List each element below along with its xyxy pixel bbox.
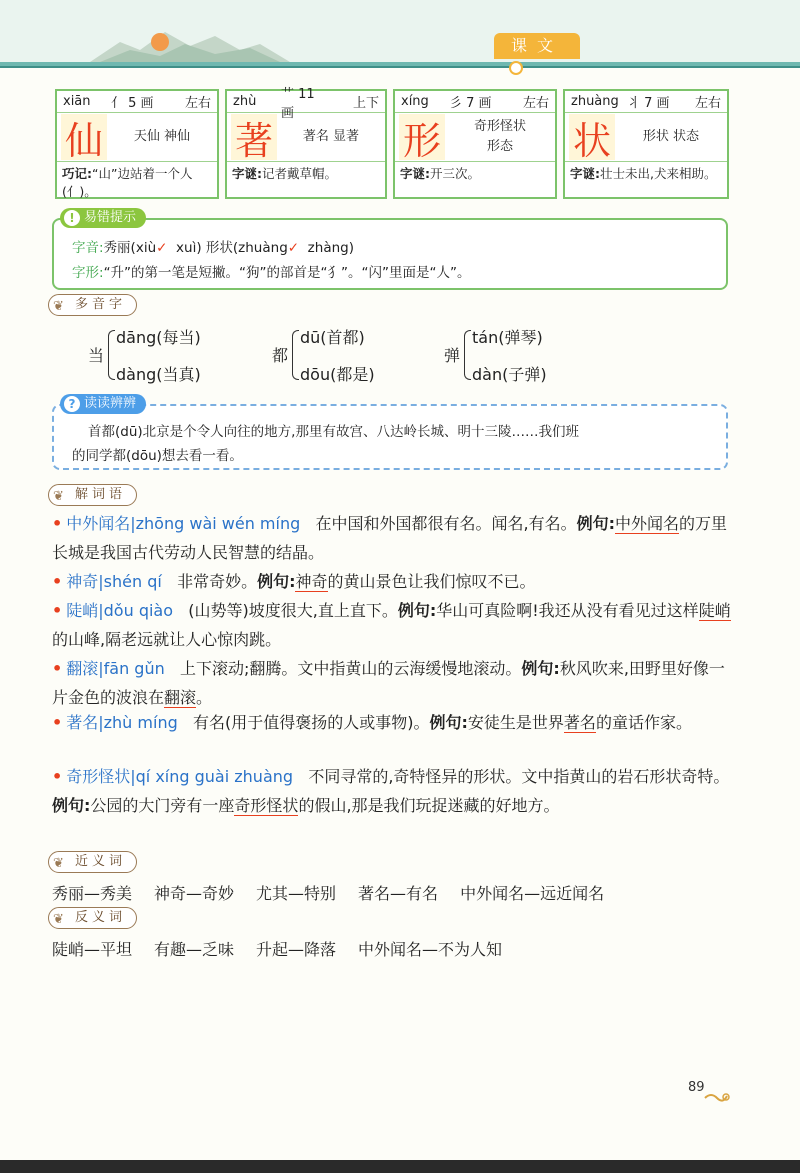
sound-label: 字音: xyxy=(72,240,104,256)
example-text: 的万里长城是我国古代劳动人民智慧的结晶。 xyxy=(52,514,728,562)
read-title: 读读辨辨 xyxy=(84,396,137,411)
lesson-tab: 课文 xyxy=(494,33,580,59)
poly-char: 弹 xyxy=(444,346,461,365)
example-text: 的童话作家。 xyxy=(595,713,692,732)
sound-text-1: 秀丽(xiù xyxy=(103,240,157,256)
section-title: 多音字 xyxy=(75,297,127,312)
example-label: 例句: xyxy=(52,796,91,815)
example-underline: 中外闻名 xyxy=(615,514,680,533)
scan-edge xyxy=(0,1160,800,1173)
read-line-1: 首都(dū)北京是个令人向往的地方,那里有故宫、八达岭长城、明十三陵……我们班 xyxy=(88,424,579,440)
vocab-term: 中外闻名 xyxy=(66,514,131,533)
question-icon: ? xyxy=(64,396,80,412)
poly-reading: dū(首都) xyxy=(300,328,365,347)
card-pinyin: xiān xyxy=(63,94,91,109)
section-label-polyphonic xyxy=(48,294,137,316)
card-radical: 彡 7 画 xyxy=(449,96,492,111)
example-text: 公园的大门旁有一座 xyxy=(90,796,235,815)
char-card-zhuang xyxy=(563,89,729,199)
example-text: 秋风吹来,田野里好像一片金色的波浪在 xyxy=(52,659,725,707)
card-tip-text: “山”边站着一个人(亻)。 xyxy=(62,166,193,199)
swirl-icon: ❦ xyxy=(53,912,64,927)
example-text: 的黄山景色让我们惊叹不已。 xyxy=(327,572,536,591)
card-pinyin: xíng xyxy=(401,94,429,109)
poly-reading: dāng(每当) xyxy=(116,328,201,347)
poly-reading: dōu(都是) xyxy=(300,365,375,384)
vocab-pinyin: fān gǔn xyxy=(103,659,165,678)
example-underline: 神奇 xyxy=(295,572,328,591)
vocab-item: • 中外闻名|zhōng wài wén míng 在中国和外国都很有名。闻名,有名。例句:中外闻名的万里长城是我国古代劳动人民智慧的结晶。 xyxy=(52,514,728,562)
vocab-pinyin: zhù míng xyxy=(103,713,178,732)
card-tip-label: 巧记: xyxy=(62,166,92,181)
card-words: 奇形怪状 形态 xyxy=(473,119,526,154)
poly-char: 当 xyxy=(88,346,105,365)
card-character: 状 xyxy=(569,114,615,160)
example-label: 例句: xyxy=(521,659,560,678)
poly-reading: dàn(子弹) xyxy=(472,365,547,384)
card-character: 著 xyxy=(231,114,277,160)
section-label-antonyms xyxy=(48,907,137,929)
page-number: 89 xyxy=(688,1080,705,1095)
sound-text-3: zhàng) xyxy=(307,240,354,256)
exclamation-icon: ! xyxy=(64,210,80,226)
example-text: 的假山,那是我们玩捉迷藏的好地方。 xyxy=(298,796,560,815)
vocab-def: 非常奇妙。 xyxy=(177,572,258,591)
card-radical: 亻 5 画 xyxy=(111,96,154,111)
card-radical: 丬 7 画 xyxy=(627,96,670,111)
card-pinyin: zhù xyxy=(233,94,257,109)
brace-icon xyxy=(108,330,115,380)
vocab-def: 在中国和外国都很有名。闻名,有名。 xyxy=(315,514,577,533)
vocab-item: • 神奇|shén qí 非常奇妙。例句:神奇的黄山景色让我们惊叹不已。 xyxy=(52,572,536,591)
brace-icon xyxy=(464,330,471,380)
tab-marker-icon xyxy=(509,61,523,75)
synonym-pair: 神奇—奇妙 xyxy=(154,884,235,903)
check-icon: ✓ xyxy=(287,240,300,256)
synonym-pair: 尤其—特别 xyxy=(256,884,337,903)
antonym-pair: 中外闻名—不为人知 xyxy=(358,940,503,959)
card-words: 形状 状态 xyxy=(642,129,700,144)
error-tips-title: 易错提示 xyxy=(84,210,137,225)
char-card-xian xyxy=(55,89,219,199)
vocab-pinyin: shén qí xyxy=(103,572,162,591)
antonym-pair: 陡峭—平坦 xyxy=(52,940,133,959)
vocab-term: 神奇 xyxy=(66,572,99,591)
vocab-pinyin: qí xíng guài zhuàng xyxy=(135,767,294,786)
read-line-2: 的同学都(dōu)想去看一看。 xyxy=(72,448,243,464)
error-tips-badge xyxy=(60,208,146,228)
example-text: 的山峰,隔老远就让人心惊肉跳。 xyxy=(52,630,282,649)
vocab-item: • 陡峭|dǒu qiào (山势等)坡度很大,直上直下。例句:华山可真险啊!我还从没有看见过这样陡峭的山峰,隔老远就让人心惊肉跳。 xyxy=(52,601,731,649)
check-icon: ✓ xyxy=(156,240,168,256)
card-words: 天仙 神仙 xyxy=(133,129,191,144)
read-distinguish-badge xyxy=(60,394,146,414)
char-card-zhu xyxy=(225,86,387,199)
poly-char: 都 xyxy=(272,346,289,365)
example-underline: 陡峭 xyxy=(698,601,731,620)
synonym-list xyxy=(52,881,626,904)
vocab-item: • 翻滚|fān gǔn 上下滚动;翻腾。文中指黄山的云海缓慢地滚动。例句:秋风吹来,田野里好像一片金色的波浪在翻滚。 xyxy=(52,659,725,707)
synonym-pair: 著名—有名 xyxy=(358,884,439,903)
example-underline: 著名 xyxy=(563,713,596,732)
synonym-pair: 秀丽—秀美 xyxy=(52,884,133,903)
brace-icon xyxy=(292,330,299,380)
swirl-icon: ❦ xyxy=(53,856,64,871)
vocab-pinyin: zhōng wài wén míng xyxy=(135,514,301,533)
card-structure: 左右 xyxy=(694,96,721,111)
vocab-term: 翻滚 xyxy=(66,659,99,678)
char-card-xing xyxy=(393,89,557,199)
antonym-pair: 升起—降落 xyxy=(256,940,337,959)
vocab-item: • 著名|zhù míng 有名(用于值得褒扬的人或事物)。例句:安徒生是世界著名的童话作家。 xyxy=(52,713,692,732)
card-pinyin: zhuàng xyxy=(571,94,619,109)
vocab-pinyin: dǒu qiào xyxy=(103,601,174,620)
card-character: 仙 xyxy=(61,114,107,160)
section-label-synonyms xyxy=(48,851,137,873)
poly-reading: dàng(当真) xyxy=(116,365,201,384)
card-structure: 上下 xyxy=(352,96,379,111)
vocab-term: 奇形怪状 xyxy=(66,767,131,786)
example-label: 例句: xyxy=(397,601,437,620)
vocab-def: 上下滚动;翻腾。文中指黄山的云海缓慢地滚动。 xyxy=(180,659,522,678)
section-label-vocab xyxy=(48,484,137,506)
vocab-item: • 奇形怪状|qí xíng guài zhuàng 不同寻常的,奇特怪异的形状。文中指黄山的岩石形状奇特。例句:公园的大门旁有一座奇形怪状的假山,那是我们玩捉迷藏的好地方。 xyxy=(52,767,730,815)
example-label: 例句: xyxy=(257,572,296,591)
example-label: 例句: xyxy=(576,514,616,533)
card-tip-label: 字谜: xyxy=(400,166,430,181)
sound-text-2: xuì) 形状(zhuàng xyxy=(176,240,288,256)
card-structure: 左右 xyxy=(184,96,211,111)
sound-tip-line xyxy=(72,236,354,256)
vocab-term: 著名 xyxy=(66,713,99,732)
card-tip-text: 记者戴草帽。 xyxy=(262,166,338,181)
example-label: 例句: xyxy=(429,713,468,732)
example-underline: 奇形怪状 xyxy=(234,796,299,815)
synonym-pair: 中外闻名—远近闻名 xyxy=(460,884,605,903)
example-text: 。 xyxy=(196,688,213,707)
vocab-def: 不同寻常的,奇特怪异的形状。文中指黄山的岩石形状奇特。 xyxy=(308,767,730,786)
swirl-icon: ❦ xyxy=(53,299,64,314)
card-words: 著名 显著 xyxy=(302,129,360,144)
page-swirl-icon xyxy=(704,1090,730,1104)
example-text: 安徒生是世界 xyxy=(467,713,564,732)
antonym-list xyxy=(52,937,524,960)
vocab-def: 有名(用于值得褒扬的人或事物)。 xyxy=(193,713,430,732)
shape-label: 字形: xyxy=(72,265,104,281)
section-title: 近义词 xyxy=(75,854,127,869)
antonym-pair: 有趣—乏味 xyxy=(154,940,235,959)
section-title: 反义词 xyxy=(75,910,127,925)
example-underline: 翻滚 xyxy=(164,688,197,707)
shape-text: “升”的第一笔是短撇。“狗”的部首是“犭”。“闪”里面是“人”。 xyxy=(103,265,471,281)
card-tip-text: 壮士未出,犬来相助。 xyxy=(600,166,717,181)
poly-reading: tán(弹琴) xyxy=(472,328,543,347)
vocab-def: (山势等)坡度很大,直上直下。 xyxy=(188,601,398,620)
section-title: 解词语 xyxy=(75,487,127,502)
card-tip-text: 开三次。 xyxy=(430,166,481,181)
swirl-icon: ❦ xyxy=(53,489,64,504)
card-tip-label: 字谜: xyxy=(232,166,262,181)
card-character: 形 xyxy=(399,114,445,160)
card-structure: 左右 xyxy=(522,96,549,111)
card-tip-label: 字谜: xyxy=(570,166,600,181)
shape-tip-line xyxy=(72,261,471,281)
page-header xyxy=(0,0,800,72)
vocab-term: 陡峭 xyxy=(66,601,99,620)
example-text: 华山可真险啊!我还从没有看见过这样 xyxy=(436,601,699,620)
card-radical: 艹 11 画 xyxy=(281,86,315,121)
